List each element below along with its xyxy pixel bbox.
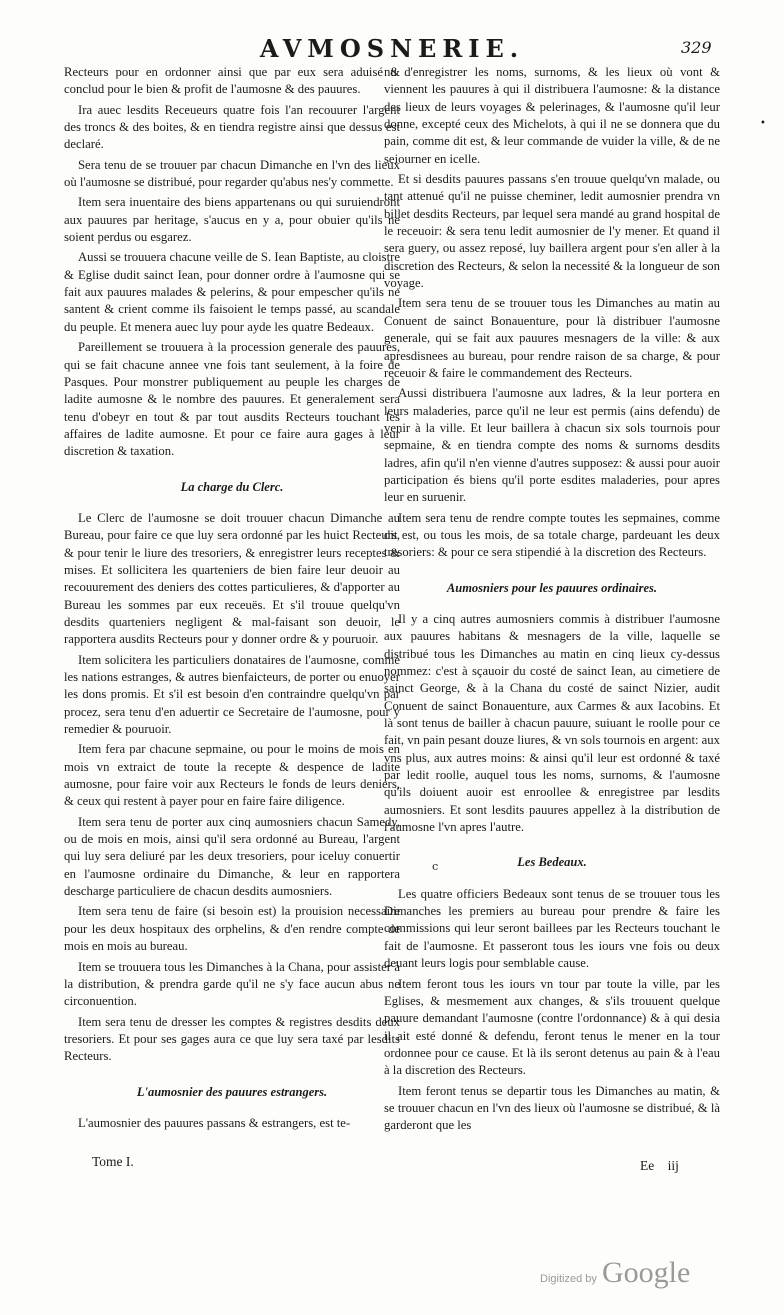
paragraph: Pareillement se trouuera à la procession generale des pauures, qui se fait chacune annee vne fois tant seulement, à la foire de Pasques. Pour monstrer publiquement au peuple les charges de ladite aumosne & le nombre des pauures. Et generalement sera tenu d'obeyr en tout & par tout ausdits Recteurs touchant les affaires de ladite aumosne. Et pour ce faire aura gages à leur discretion & taxation. (64, 340, 400, 459)
paragraph: nu d'enregistrer les noms, surnoms, & les lieux où vont & viennent les pauures à qui il distribuera l'aumosne: & la distance des lieux de leurs voyages & pelerinages, & l'aumosne qu'il leur donne, excepté ceux des Michelots, à qui il ne se donnera que du pain, comme dit est, & leur commande de vuider la ville, & de ne seiourner en icelle. (384, 65, 720, 166)
digitized-watermark (540, 1256, 690, 1290)
stray-ink-mark: c (432, 860, 439, 873)
paragraph: Aussi se trouuera chacune veille de S. Iean Baptiste, au cloistre & Eglise dudit sainct Iean, pour donner ordre à l'aumosne qui se fait aux pauures malades & pelerins, & pour empescher qu'ils ne santent & crient comme ils faisoient le temps passé, au scandale du peuple. Et menera auec luy pour ayde les quatre Bedeaux. (64, 250, 400, 334)
paragraph: Item feront tenus se departir tous les Dimanches au matin, & se trouuer chacun en l'vn des lieux où l'aumosne se distribué, & là garderont que les (384, 1083, 720, 1133)
paragraph: Sera tenu de se trouuer par chacun Dimanche en l'vn des lieux où l'aumosne se distribué, pour regarder qu'abus nes'y commette. (64, 157, 400, 190)
paragraph: Item feront tous les iours vn tour par toute la ville, par les Eglises, & mesmement aux changes, & s'ils trouuent quelque pauure demandant l'aumosne (contre l'ordonnance) & à qui desia il ait esté donné & defendu, feront tenus le mener en la tour ordonnee pour ce cause. Et là ils seront detenus au pain & à l'eau à la discretion des Recteurs. (384, 976, 720, 1078)
section-heading-bedeaux: Les Bedeaux. (517, 855, 587, 870)
left-column (64, 64, 400, 1135)
paragraph: Item sera tenu de rendre compte toutes les sepmaines, comme dit est, ou tous les mois, de sa totale charge, pardeuant les deux tresoriers: & pour ce sera stipendié à la discretion des Recteurs. (384, 510, 720, 560)
section-heading-clerc: La charge du Clerc. (180, 479, 284, 494)
paragraph: Item sera tenu de faire (si besoin est) la prouision necessaire pour les deux hospitaux des orphelins, & d'en rendre compte de mois en mois au bureau. (64, 904, 400, 954)
paragraph: Aussi distribuera l'aumosne aux ladres, & la leur portera en leurs maladeries, parce qu'il ne leur est permis (ains defendu) de venir à la ville. Et leur baillera à chacun six sols tournois pour sepmaine, & en tiendra compte des noms & surnoms desdits ladres, afin qu'il n'en vienne d'autres supposez: & aussi pour auoir participation és biens qu'il porte esdites maladeries, pour apres leur en suruenir. (384, 386, 720, 505)
paragraph: Et si desdits pauures passans s'en trouue quelqu'vn malade, ou tant attenué qu'il ne puisse cheminer, ledit aumosnier prendra vn billet desdits Recteurs, par lequel sera mandé au grand hospital de le receuoir: & sera tenu ledit aumosnier de l'y mener. Et quand il sera guery, ou assez reposé, luy baillera argent pour s'en aller à la discretion des Recteurs, & selon la necessité & la longueur de son voyage. (384, 172, 720, 291)
paragraph: Il y a cinq autres aumosniers commis à distribuer l'aumosne aux pauures habitans & mesnagers de la ville, laquelle se distribué tous les Dimanches au matin en cinq lieux cy-dessus nommez: c'est à sçauoir du costé de sainct Iean, au cimetiere de sainct George, & à la Chana du costé de sainct Nizier, audit Conuent de sainct Bonauenture, aux Carmes & aux Iacobins. Et là sont tenus de bailler à chacun pauure, suiuant le roolle pour ce fait, vn pain pesant douze liures, & vn sols tournois en argent: aux vns plus, aux autres moins: & ainsi qu'il leur est ordonné & taxé par ledit roolle, auquel tous les noms, surnoms, & l'aumosne qu'ils doiuent auoir est enroollee & enregistree par lesdits aumosniers. Et sont lesdits pauures appellez à la distribution de l'aumosne l'vn apres l'autre. (384, 611, 720, 835)
paragraph: Le Clerc de l'aumosne se doit trouuer chacun Dimanche au Bureau, pour faire ce que luy sera ordonné par les huict Recteurs, & pour tenir le liure des tresoriers, & enregistrer leurs receptes & mises. Et sollicitera les quarteniers de bien faire leur deuoir au recouurement des deniers des cottes particulieres, & d'apporter au Bureau les sommes par eux receuës. Et s'il trouue quelqu'vn desdits quarteniers negligent & mal-faisant son deuoir, le rapportera ausdits Recteurs pour y donner ordre & y pouruoir. (64, 510, 400, 647)
paragraph: Item solicitera les particuliers donataires de l'aumosne, comme les nations estranges, & autres bienfaicteurs, de porter ou enuoyer les dons promis. Et s'il est besoin d'en contraindre quelqu'vn par procez, sera tenu d'en aduertir ce Secretaire de l'aumosne, pour y remedier & pouruoir. (64, 652, 400, 737)
paragraph: Item fera par chacune sepmaine, ou pour le moins de mois en mois vn extraict de toute la recepte & despence de ladite aumosne, pour faire voir aux Recteurs le fonds de leurs deniers, & ceux qui restent à payer pour en faire faire diligence. (64, 742, 400, 809)
volume-label: Tome I. (92, 1154, 134, 1169)
paragraph: Les quatre officiers Bedeaux sont tenus de se trouuer tous les Dimanches les premiers au bureau pour prendre & faire les commissions qui leur seront baillees par les Recteurs touchant le fait de l'aumosne. Et passeront tous les iours vne fois ou deux deuant leurs logis pour semblable cause. (384, 886, 720, 971)
watermark-prefix: Digitized by (540, 1273, 597, 1285)
paragraph: Item sera inuentaire des biens appartenans ou qui suruiendront aux pauures par heritage, s'aucus en y a, pour obuier qu'ils ne soient perdus ou esgarez. (64, 195, 400, 245)
paragraph: Item sera tenu de se trouuer tous les Dimanches au matin au Conuent de sainct Bonauenture, pour là distribuer l'aumosne generale, qui se fait aux pauures mesnagers de la ville: & aux apresdisnees au bureau, pour rendre raison de sa charge, & pour receuoir & faire le commandement des Recteurs. (384, 296, 720, 380)
paragraph: L'aumosnier des pauures passans & estrangers, est te- (78, 1115, 351, 1130)
page-number: 329 (681, 38, 712, 57)
margin-dot-mark: • (760, 118, 766, 129)
google-logo: Google (601, 1256, 691, 1289)
paragraph: Recteurs pour en ordonner ainsi que par eux sera aduisé & conclud pour le bien & profit de l'aumosne & des pauures. (64, 65, 400, 97)
paragraph: Item sera tenu de porter aux cinq aumosniers chacun Samedy, ou de mois en mois, ainsi qu'il sera ordonné au Bureau, l'argent qui luy sera deliuré par les deux tresoriers, pour iceluy conuertir en l'aumosne ordinaire du Dimanche, & leur en rapportera descharge particuliere de chacun desdits aumosniers. (64, 814, 400, 899)
right-column (384, 64, 720, 1138)
section-heading-ordinaires: Aumosniers pour les pauures ordinaires. (446, 580, 658, 595)
signature-mark: Ee iij (640, 1158, 679, 1173)
paragraph: Item sera tenu de dresser les comptes & registres desdits deux tresoriers. Et pour ses gages aura ce que luy sera taxé par lesdits Recteurs. (64, 1014, 400, 1064)
paragraph: Ira auec lesdits Receueurs quatre fois l'an recouurer l'argent des troncs & des boites, & en tiendra registre ainsi que dessus est declaré. (64, 102, 400, 152)
section-heading-estrangers: L'aumosnier des pauures estrangers. (136, 1084, 328, 1099)
paragraph: Item se trouuera tous les Dimanches à la Chana, pour assister à la distribution, & prendra garde qu'il ne s'y face aucun abus ne circonuention. (64, 959, 400, 1009)
running-title: AVMOSNERIE. (259, 34, 525, 63)
